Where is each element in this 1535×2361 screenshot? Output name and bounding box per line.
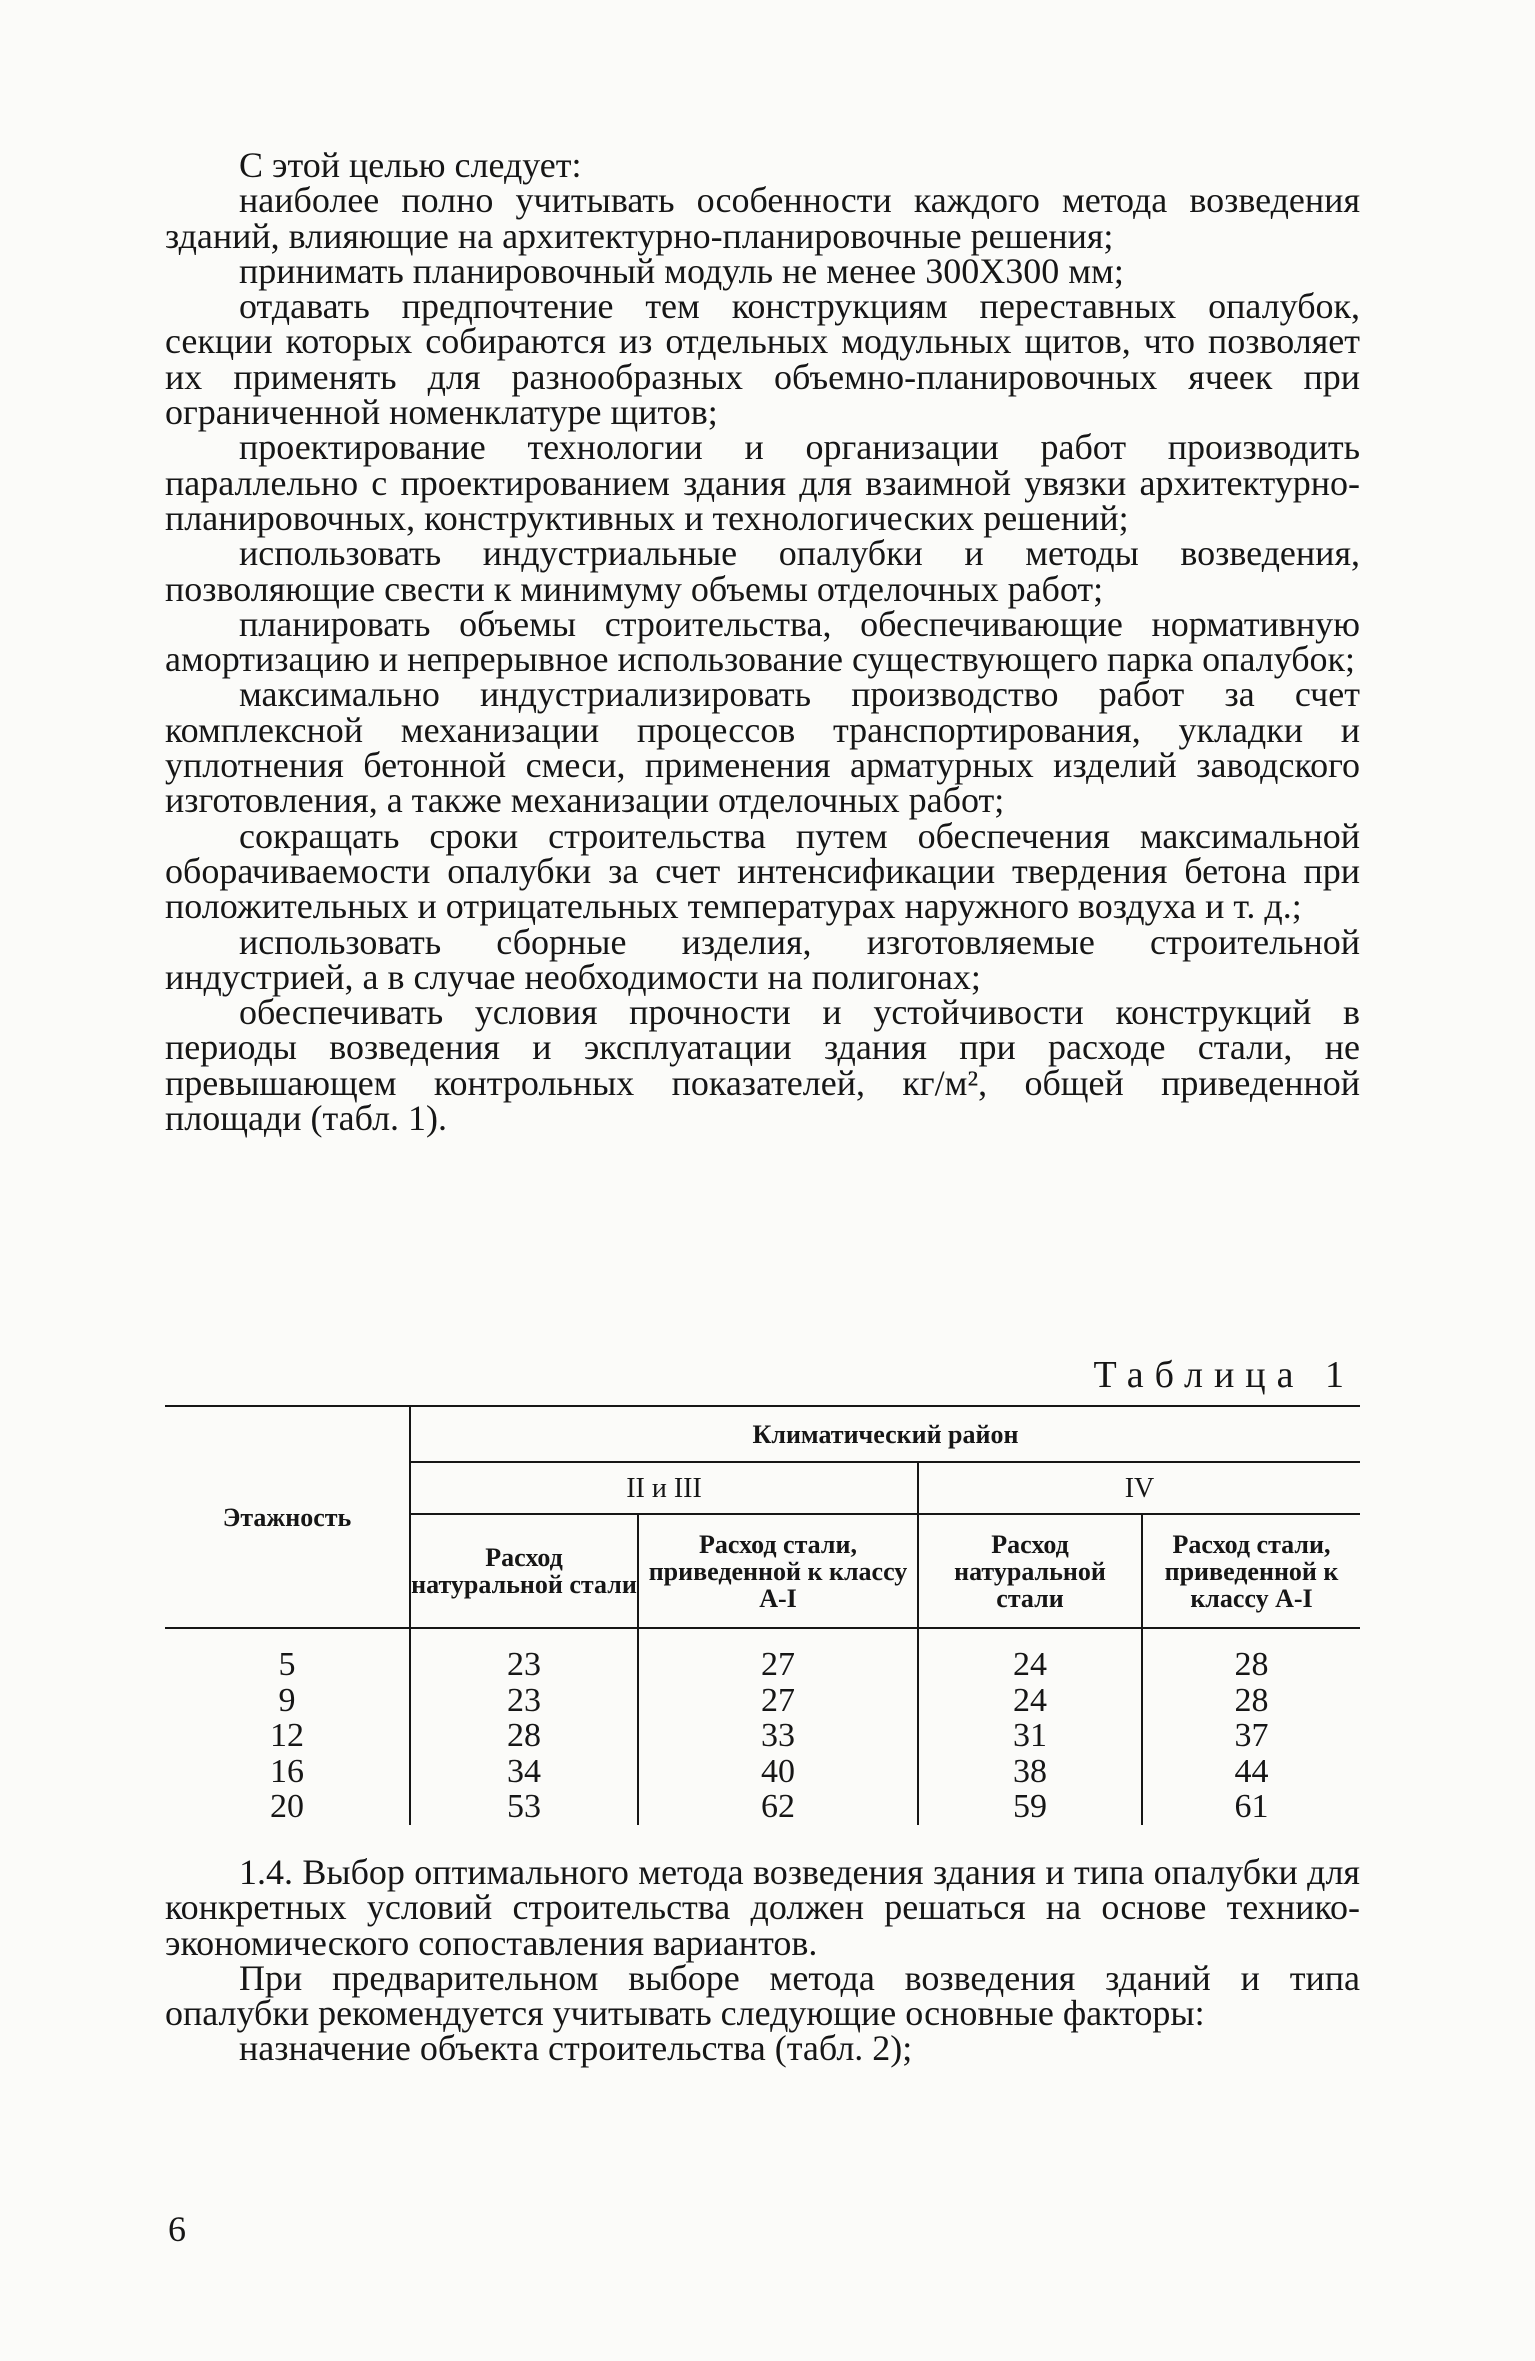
paragraph: При предварительном выборе метода возведения зданий и типа опалубки рекомендуется учитывать следующие основные факторы: <box>165 1957 1360 2034</box>
header-region-2-3: II и III <box>410 1462 918 1514</box>
value-cell: 28 <box>410 1718 638 1754</box>
value-cell: 53 <box>410 1789 638 1825</box>
value-cell: 37 <box>1142 1718 1360 1754</box>
value-cell: 44 <box>1142 1754 1360 1790</box>
value-cell: 61 <box>1142 1789 1360 1825</box>
header-climate-region: Климатический район <box>410 1406 1360 1462</box>
value-cell: 23 <box>410 1683 638 1719</box>
header-reduced-steel: Расход стали, приведенной к классу А-I <box>1142 1514 1360 1628</box>
floors-cell: 5 <box>278 1646 296 1683</box>
paragraph: назначение объекта строительства (табл. 2); <box>239 2028 913 2069</box>
value-cell: 38 <box>918 1754 1142 1790</box>
paragraph: планировать объемы строительства, обеспечивающие нормативную амортизацию и непрерывное использование существующего парка опалубок; <box>165 603 1360 680</box>
value-cell: 23 <box>410 1628 638 1683</box>
floors-cell: 9 <box>278 1681 296 1719</box>
header-natural-steel: Расход натуральной стали <box>918 1514 1142 1628</box>
value-cell: 40 <box>638 1754 918 1790</box>
floors-cell: 12 <box>270 1717 304 1754</box>
paragraph: наиболее полно учитывать особенности каждого метода возведения зданий, влияющие на архитектурно-планировочные решения; <box>165 180 1360 256</box>
floors-cell: 16 <box>270 1752 304 1790</box>
value-cell: 31 <box>918 1718 1142 1754</box>
paragraph: проектирование технологии и организации работ производить параллельно с проектированием здания для взаимной увязки архитектурно-планировочных, конструктивных и технологических решений; <box>165 427 1360 538</box>
paragraph: сокращать сроки строительства путем обеспечения максимальной оборачиваемости опалубки за счет интенсификации твердения бетона при положительных и отрицательных температурах наружного воздуха и т. д.; <box>165 815 1360 927</box>
paragraph: отдавать предпочтение тем конструкциям переставных опалубок, секции которых собираются из отдельных модульных щитов, что позволяет их применять для разнообразных объемно-планировочных ячеек при ограниченной номенклатуре щитов; <box>165 286 1360 433</box>
value-cell: 24 <box>918 1628 1142 1683</box>
value-cell: 27 <box>638 1628 918 1683</box>
floors-cell: 20 <box>270 1788 304 1825</box>
table-row <box>165 1628 1360 1683</box>
value-cell: 24 <box>918 1683 1142 1719</box>
page-number: 6 <box>168 2209 186 2249</box>
table-row <box>165 1789 1360 1825</box>
value-cell: 27 <box>638 1683 918 1719</box>
value-cell: 33 <box>638 1718 918 1754</box>
value-cell: 59 <box>918 1789 1142 1825</box>
table-header-row <box>165 1406 1360 1462</box>
steel-consumption-table <box>165 1405 1360 1825</box>
table-caption: Таблица 1 <box>1093 1354 1355 1396</box>
table-row <box>165 1718 1360 1754</box>
paragraph: использовать индустриальные опалубки и методы возведения, позволяющие свести к минимуму объемы отделочных работ; <box>165 533 1360 609</box>
paragraph: использовать сборные изделия, изготовляемые строительной индустрией, а в случае необходимости на полигонах; <box>165 921 1360 997</box>
value-cell: 28 <box>1142 1683 1360 1719</box>
body-text-bottom <box>165 1852 1360 2069</box>
header-region-4: IV <box>918 1462 1360 1514</box>
paragraph: 1.4. Выбор оптимального метода возведения здания и типа опалубки для конкретных условий строительства должен решаться на основе технико-экономического сопоставления вариантов. <box>165 1852 1360 1963</box>
header-natural-steel: Расход натуральной стали <box>410 1514 638 1628</box>
value-cell: 34 <box>410 1754 638 1790</box>
paragraph: С этой целью следует: <box>239 145 582 185</box>
body-text-top <box>165 145 1360 1139</box>
header-floors: Этажность <box>165 1406 410 1628</box>
paragraph: обеспечивать условия прочности и устойчивости конструкций в периоды возведения и эксплуатации здания при расходе стали, не превышающем контрольных показателей, кг/м², общей приведенной площади (табл. 1). <box>165 992 1360 1139</box>
paragraph: принимать планировочный модуль не менее 300Х300 мм; <box>239 250 1124 291</box>
value-cell: 62 <box>638 1789 918 1825</box>
paragraph: максимально индустриализировать производство работ за счет комплексной механизации процессов транспортирования, укладки и уплотнения бетонной смеси, применения арматурных изделий заводского изготовления, а также механизации отделочных работ; <box>165 674 1360 821</box>
table-row <box>165 1683 1360 1719</box>
value-cell: 28 <box>1142 1628 1360 1683</box>
header-reduced-steel: Расход стали, приведенной к классу А-I <box>638 1514 918 1628</box>
table-row <box>165 1754 1360 1790</box>
